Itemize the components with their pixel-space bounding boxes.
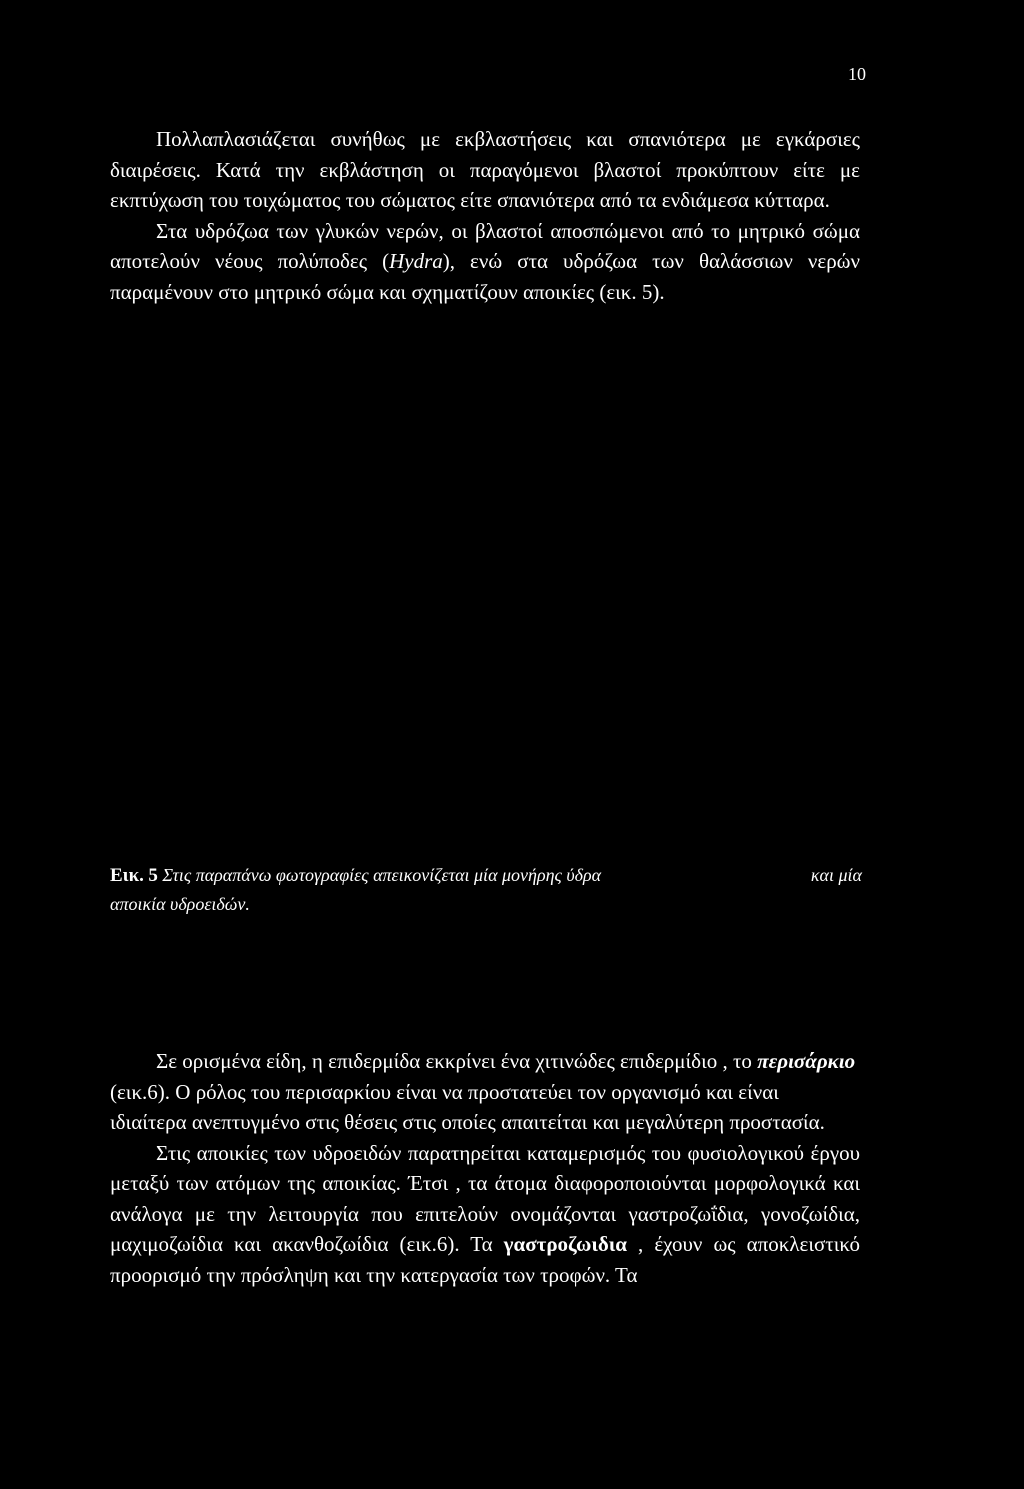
paragraph-3-part2: (εικ.6). Ο ρόλος του περισαρκίου είναι να προστατεύει τον οργανισμό και είναι ιδιαίτερα ανεπτυγμένο στις θέσεις στις οποίες απαιτείται και μεγαλύτερη προστασία. xyxy=(110,1079,825,1134)
paragraph-4-part2: , έχουν ως αποκλειστικό προορισμό την πρόσληψη και την κατεργασία των τροφών. Τα xyxy=(110,1232,861,1287)
paragraph-1: Πολλαπλασιάζεται συνήθως με εκβλαστήσεις και σπανιότερα με εγκάρσιες διαιρέσεις. Κατά την εκβλάστηση οι παραγόμενοι βλαστοί προκύπτουν είτε με εκπτύχωση του τοιχώματος του σώματος είτε σπανιότερα από τα ενδιάμεσα κύτταρα. xyxy=(110,127,860,212)
text-block-bottom xyxy=(110,1046,860,1290)
caption-number: 5 xyxy=(148,865,158,886)
paragraph-2 xyxy=(110,216,860,308)
caption-label: Εικ. xyxy=(110,865,144,886)
perisarc-term: περισάρκιο xyxy=(757,1049,856,1073)
text-block-top xyxy=(110,124,860,307)
paragraph-2-part2: ), ενώ στα υδρόζωα των θαλάσσιων νερών παραμένουν στο μητρικό σώμα και σχηματίζουν αποικίες (εικ. 5). xyxy=(110,249,860,304)
paragraph-4-part1: Στις αποικίες των υδροειδών παρατηρείται καταμερισμός του φυσιολογικού έργου μεταξύ των ατόμων της αποικίας. Έτσι , τα άτομα διαφοροποιούνται μορφολογικά και ανάλογα με την λειτουργία που επιτελούν ονομάζονται γαστροζωΐδια, γονοζωίδια, μαχιμοζωίδια και ακανθοζωίδια (εικ.6). Τα xyxy=(110,1140,860,1256)
paragraph-4 xyxy=(110,1138,860,1291)
paragraph-3 xyxy=(110,1046,860,1138)
caption-text-b: και μία xyxy=(810,865,862,885)
gastrozooid-term: γαστροζωιδια xyxy=(503,1232,628,1256)
caption-main xyxy=(110,861,601,890)
caption-text-a: Στις παραπάνω φωτογραφίες απεικονίζεται μία μονήρης ύδρα xyxy=(162,865,602,885)
page-number: 10 xyxy=(848,64,866,84)
paragraph-3-part1: Σε ορισμένα είδη, η επιδερμίδα εκκρίνει ένα χιτινώδες επιδερμίδιο , το xyxy=(156,1049,758,1073)
hydra-term: Hydra xyxy=(389,249,443,273)
figure-caption xyxy=(110,861,862,918)
caption-text-c: αποικία υδροειδών. xyxy=(110,894,250,914)
caption-line-1 xyxy=(110,861,862,890)
paragraph-2-part1: Στα υδρόζωα των γλυκών νερών, οι βλαστοί αποσπώμενοι από το μητρικό σώμα αποτελούν νέους πολύποδες ( xyxy=(110,218,860,273)
